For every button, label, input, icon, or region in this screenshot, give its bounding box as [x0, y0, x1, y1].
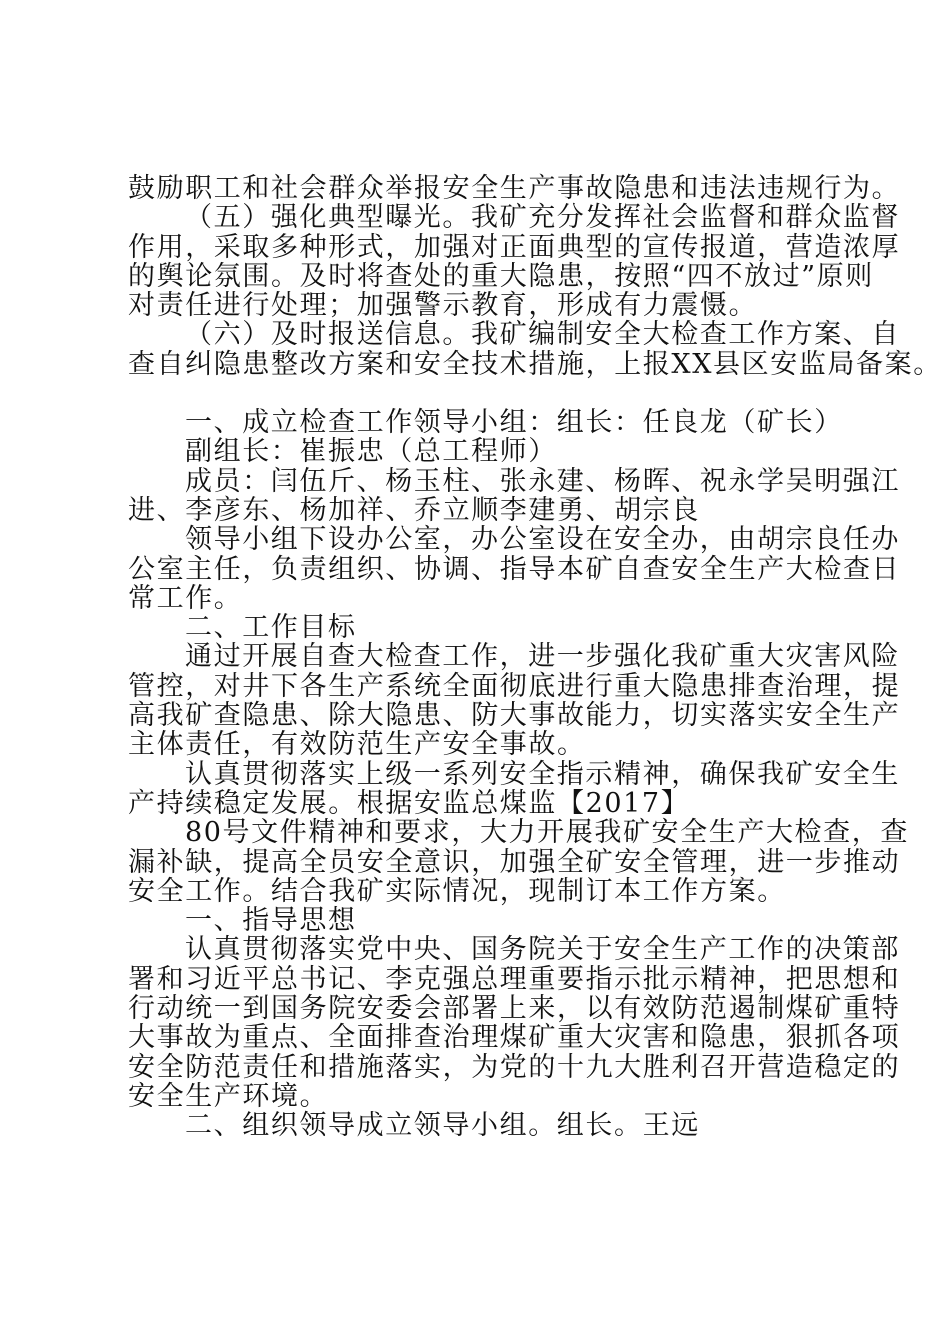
text-line: 二、组织领导成立领导小组。组长。王远: [185, 1110, 700, 1142]
text-line: 大事故为重点、全面排查治理煤矿重大灾害和隐患，狠抓各项: [128, 1022, 901, 1054]
text-line: 二、工作目标: [185, 612, 357, 644]
text-line: 安全生产环境。: [128, 1080, 329, 1112]
text-line: （五）强化典型曝光。我矿充分发挥社会监督和群众监督: [185, 202, 900, 234]
text-line: 高我矿查隐患、除大隐患、防大事故能力，切实落实安全生产: [128, 700, 901, 732]
text-line: 副组长：崔振忠（总工程师）: [185, 436, 557, 468]
text-line: 80号文件精神和要求，大力开展我矿安全生产大检查，查: [185, 817, 909, 849]
text-line: 查自纠隐患整改方案和安全技术措施，上报XX县区安监局备案。: [128, 348, 942, 380]
text-line: 领导小组下设办公室，办公室设在安全办，由胡宗良任办: [185, 524, 900, 556]
text-line: 主体责任，有效防范生产安全事故。: [128, 729, 586, 761]
text-line: 认真贯彻落实党中央、国务院关于安全生产工作的决策部: [185, 934, 900, 966]
text-line: 作用，采取多种形式，加强对正面典型的宣传报道，营造浓厚: [128, 231, 901, 263]
text-line: 安全防范责任和措施落实，为党的十九大胜利召开营造稳定的: [128, 1051, 901, 1083]
text-line: 对责任进行处理；加强警示教育，形成有力震慑。: [128, 290, 758, 322]
paragraph-gap: [128, 379, 840, 408]
text-line: 成员：闫伍斤、杨玉柱、张永建、杨晖、祝永学吴明强江: [185, 465, 900, 497]
text-line: 鼓励职工和社会群众举报安全生产事故隐患和违法违规行为。: [128, 173, 901, 204]
text-line: 公室主任，负责组织、协调、指导本矿自查安全生产大检查日: [128, 553, 901, 585]
text-line: （六）及时报送信息。我矿编制安全大检查工作方案、自: [185, 319, 900, 351]
text-line: 一、指导思想: [185, 905, 357, 937]
text-line: 产持续稳定发展。根据安监总煤监【2017】: [128, 787, 690, 819]
text-line: 署和习近平总书记、李克强总理重要指示批示精神，把思想和: [128, 963, 901, 995]
text-line: 行动统一到国务院安委会部署上来，以有效防范遏制煤矿重特: [128, 993, 901, 1025]
text-line: 管控，对井下各生产系统全面彻底进行重大隐患排查治理，提: [128, 670, 901, 702]
text-line: 一、成立检查工作领导小组：组长：任良龙（矿长）: [185, 407, 843, 439]
text-line: 常工作。: [128, 582, 243, 614]
text-line: 安全工作。结合我矿实际情况，现制订本工作方案。: [128, 875, 786, 907]
text-line: 进、李彦东、杨加祥、乔立顺李建勇、胡宗良: [128, 494, 700, 526]
document-body: [128, 173, 942, 1142]
text-line: 漏补缺，提高全员安全意识，加强全矿安全管理，进一步推动: [128, 846, 901, 878]
text-line: 通过开展自查大检查工作，进一步强化我矿重大灾害风险: [185, 641, 900, 673]
text-line: 认真贯彻落实上级一系列安全指示精神，确保我矿安全生: [185, 758, 900, 790]
text-line: 的舆论氛围。及时将查处的重大隐患，按照“四不放过”原则: [128, 260, 874, 292]
